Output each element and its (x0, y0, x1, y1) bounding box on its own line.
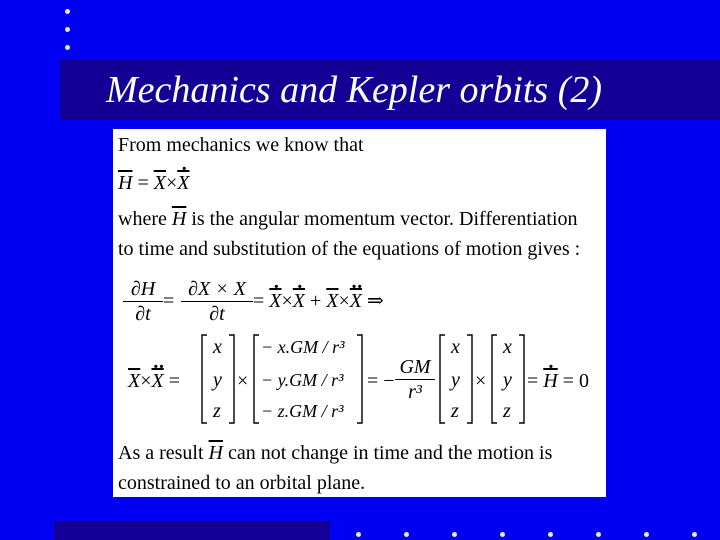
cross-sign-2: × (475, 370, 487, 392)
position-vector: x y z (201, 333, 235, 425)
substitution-text: to time and substitution of the equations of motion gives : (118, 238, 581, 260)
position-vector-3: x y z (491, 333, 525, 425)
position-vector-2: x y z (439, 333, 473, 425)
footer-dot (404, 532, 409, 537)
footer-dot (500, 532, 505, 537)
footer-band (54, 521, 330, 540)
bullet-dot (65, 27, 70, 32)
footer-dot (692, 532, 697, 537)
fraction-GM-r3: $\frac{GM}{\text{r³}}$ (395, 355, 435, 404)
bullet-dot (65, 45, 70, 50)
conclusion-text: constrained to an orbital plane. (118, 472, 366, 494)
fraction-dXX-dt: $\frac{\partial X \times X}{\partial t}$ (181, 277, 253, 326)
definition-text: where $\overline{H}$ is the angular momentum vector. Differentiation (118, 208, 578, 230)
result-text: As a result $\overline{H}$ can not change in time and the motion is (118, 442, 553, 464)
product-rule-expansion: = · $\overline{X}\times\cdot \overline{X} + \overline{X}\times\cdot\cdot \overline{X}$ ⇒ (253, 289, 384, 313)
cross-sign: × (237, 370, 249, 392)
equals-sign: = (163, 290, 175, 312)
matrix-result: = · $\overline{H} = 0$ (527, 369, 589, 393)
slide-title: Mechanics and Kepler orbits (2) (106, 69, 603, 111)
content-panel (113, 129, 606, 497)
footer-dot (644, 532, 649, 537)
footer-dot (356, 532, 361, 537)
acceleration-vector: − x.GM / r³ − y.GM / r³ − z.GM / r³ (253, 333, 363, 425)
bullet-dot (65, 9, 70, 14)
footer-dot (452, 532, 457, 537)
matrix-lhs: $\overline{X}\times\cdot\cdot \overline{X}$ = (128, 369, 180, 393)
fraction-dH-dt: $\frac{\partial H}{\partial t}$ (123, 277, 163, 326)
equation-angular-momentum: $\overline{H} = \overline{X}\times\cdot \overline{X}$ (118, 171, 189, 195)
footer-dot (596, 532, 601, 537)
footer-dot (548, 532, 553, 537)
intro-text: From mechanics we know that (118, 134, 364, 156)
equals-minus: = − (367, 370, 395, 392)
